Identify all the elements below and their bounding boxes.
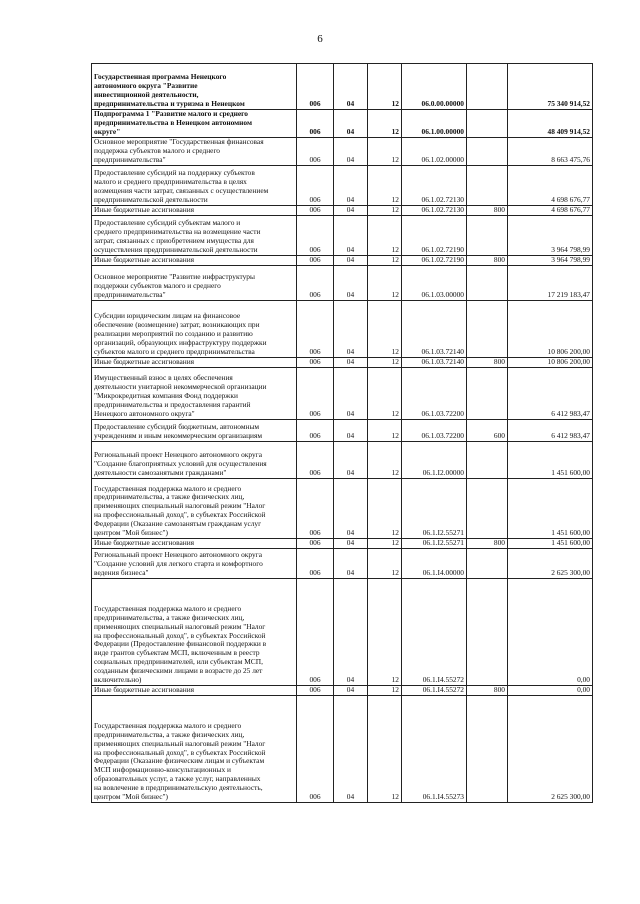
amount-cell: 3 964 798,99 (508, 256, 593, 266)
subsection-code-cell: 12 (368, 206, 402, 216)
target-article-cell: 06.1.02.72130 (402, 206, 467, 216)
amount-cell: 2 625 300,00 (508, 696, 593, 803)
expense-type-cell: 800 (467, 686, 508, 696)
target-article-cell: 06.1.I4.55272 (402, 686, 467, 696)
amount-cell: 0,00 (508, 579, 593, 686)
subsection-code-cell: 12 (368, 64, 402, 110)
expense-name-cell: Региональный проект Ненецкого автономного округа "Создание условий для легкого старта и комфортного ведения бизнеса" (92, 549, 297, 579)
expense-name-cell: Государственная поддержка малого и среднего предпринимательства, а также физических лиц, применяющих специальный налоговый режим "Налог на профессиональный доход", в субъектах Российской Федерации (Оказание физическим лицам и субъектам МСП информационно-консультационных и образовательных услуг, а также услуг, направленных на вовлечение в предпринимательскую деятельность, центром "Мой бизнес") (92, 696, 297, 803)
expense-type-cell: 800 (467, 256, 508, 266)
table-row (92, 539, 593, 549)
amount-cell: 2 625 300,00 (508, 549, 593, 579)
section-code-cell: 04 (334, 256, 368, 266)
section-code-cell: 04 (334, 206, 368, 216)
admin-code-cell: 006 (297, 206, 334, 216)
budget-table-body (92, 64, 593, 803)
expense-type-cell (467, 266, 508, 301)
subsection-code-cell: 12 (368, 539, 402, 549)
expense-type-cell (467, 479, 508, 539)
table-row (92, 368, 593, 420)
target-article-cell: 06.1.I2.55271 (402, 479, 467, 539)
section-code-cell: 04 (334, 686, 368, 696)
target-article-cell: 06.1.I4.00000 (402, 549, 467, 579)
section-code-cell: 04 (334, 216, 368, 256)
section-code-cell: 04 (334, 110, 368, 138)
expense-name-cell: Иные бюджетные ассигнования (92, 539, 297, 549)
admin-code-cell: 006 (297, 539, 334, 549)
section-code-cell: 04 (334, 479, 368, 539)
expense-name-cell: Основное мероприятие "Государственная финансовая поддержка субъектов малого и среднего предпринимательства" (92, 138, 297, 166)
section-code-cell: 04 (334, 64, 368, 110)
subsection-code-cell: 12 (368, 420, 402, 442)
section-code-cell: 04 (334, 442, 368, 479)
admin-code-cell: 006 (297, 696, 334, 803)
subsection-code-cell: 12 (368, 579, 402, 686)
table-row (92, 301, 593, 358)
subsection-code-cell: 12 (368, 110, 402, 138)
table-row (92, 64, 593, 110)
table-row (92, 110, 593, 138)
page-number: 6 (317, 33, 323, 45)
expense-type-cell (467, 442, 508, 479)
budget-table (91, 63, 593, 803)
subsection-code-cell: 12 (368, 549, 402, 579)
admin-code-cell: 006 (297, 549, 334, 579)
expense-type-cell (467, 64, 508, 110)
section-code-cell: 04 (334, 301, 368, 358)
table-row (92, 256, 593, 266)
subsection-code-cell: 12 (368, 256, 402, 266)
amount-cell: 6 412 983,47 (508, 368, 593, 420)
target-article-cell: 06.1.02.72190 (402, 216, 467, 256)
amount-cell: 6 412 983,47 (508, 420, 593, 442)
section-code-cell: 04 (334, 696, 368, 803)
subsection-code-cell: 12 (368, 138, 402, 166)
subsection-code-cell: 12 (368, 479, 402, 539)
amount-cell: 1 451 600,00 (508, 539, 593, 549)
admin-code-cell: 006 (297, 166, 334, 206)
expense-name-cell: Иные бюджетные ассигнования (92, 358, 297, 368)
table-row (92, 579, 593, 686)
expense-name-cell: Региональный проект Ненецкого автономного округа "Создание благоприятных условий для осуществления деятельности самозанятыми гражданами" (92, 442, 297, 479)
expense-type-cell (467, 138, 508, 166)
admin-code-cell: 006 (297, 266, 334, 301)
target-article-cell: 06.1.03.72140 (402, 358, 467, 368)
table-row (92, 166, 593, 206)
section-code-cell: 04 (334, 266, 368, 301)
table-row (92, 479, 593, 539)
expense-name-cell: Предоставление субсидий на поддержку субъектов малого и среднего предпринимательства в целях возмещения части затрат, связанных с осуществлением предпринимательской деятельности (92, 166, 297, 206)
amount-cell: 17 219 183,47 (508, 266, 593, 301)
target-article-cell: 06.1.00.00000 (402, 110, 467, 138)
expense-type-cell (467, 549, 508, 579)
admin-code-cell: 006 (297, 686, 334, 696)
expense-name-cell: Предоставление субсидий бюджетным, автономным учреждениям и иным некоммерческим организациям (92, 420, 297, 442)
amount-cell: 1 451 600,00 (508, 442, 593, 479)
target-article-cell: 06.1.03.00000 (402, 266, 467, 301)
subsection-code-cell: 12 (368, 358, 402, 368)
expense-name-cell: Имущественный взнос в целях обеспечения деятельности унитарной некоммерческой организации "Микрокредитная компания Фонд поддержки предпринимательства и предоставления гарантий Ненецкого автономного округа" (92, 368, 297, 420)
expense-type-cell (467, 110, 508, 138)
expense-name-cell: Основное мероприятие "Развитие инфраструктуры поддержки субъектов малого и среднего предпринимательства" (92, 266, 297, 301)
expense-type-cell: 800 (467, 358, 508, 368)
expense-name-cell: Подпрограмма 1 "Развитие малого и среднего предпринимательства в Ненецком автономном округе" (92, 110, 297, 138)
table-row (92, 442, 593, 479)
amount-cell: 10 806 200,00 (508, 358, 593, 368)
section-code-cell: 04 (334, 358, 368, 368)
admin-code-cell: 006 (297, 442, 334, 479)
table-row (92, 686, 593, 696)
section-code-cell: 04 (334, 166, 368, 206)
admin-code-cell: 006 (297, 301, 334, 358)
target-article-cell: 06.1.03.72200 (402, 420, 467, 442)
expense-type-cell (467, 216, 508, 256)
expense-type-cell: 800 (467, 539, 508, 549)
table-row (92, 420, 593, 442)
target-article-cell: 06.1.03.72200 (402, 368, 467, 420)
section-code-cell: 04 (334, 368, 368, 420)
expense-type-cell: 600 (467, 420, 508, 442)
table-row (92, 206, 593, 216)
expense-type-cell (467, 301, 508, 358)
table-row (92, 358, 593, 368)
subsection-code-cell: 12 (368, 368, 402, 420)
admin-code-cell: 006 (297, 358, 334, 368)
expense-name-cell: Предоставление субсидий субъектам малого и среднего предпринимательства на возмещение части затрат, связанных с приобретением имущества для осуществления предпринимательской деятельности (92, 216, 297, 256)
target-article-cell: 06.1.I4.55272 (402, 579, 467, 686)
admin-code-cell: 006 (297, 368, 334, 420)
subsection-code-cell: 12 (368, 216, 402, 256)
amount-cell: 3 964 798,99 (508, 216, 593, 256)
target-article-cell: 06.1.02.00000 (402, 138, 467, 166)
amount-cell: 8 663 475,76 (508, 138, 593, 166)
section-code-cell: 04 (334, 549, 368, 579)
section-code-cell: 04 (334, 420, 368, 442)
amount-cell: 75 340 914,52 (508, 64, 593, 110)
subsection-code-cell: 12 (368, 686, 402, 696)
table-row (92, 138, 593, 166)
section-code-cell: 04 (334, 539, 368, 549)
target-article-cell: 06.1.I2.00000 (402, 442, 467, 479)
table-row (92, 216, 593, 256)
table-row (92, 549, 593, 579)
table-row (92, 266, 593, 301)
target-article-cell: 06.0.00.00000 (402, 64, 467, 110)
subsection-code-cell: 12 (368, 696, 402, 803)
expense-name-cell: Иные бюджетные ассигнования (92, 206, 297, 216)
admin-code-cell: 006 (297, 110, 334, 138)
target-article-cell: 06.1.I4.55273 (402, 696, 467, 803)
subsection-code-cell: 12 (368, 301, 402, 358)
admin-code-cell: 006 (297, 256, 334, 266)
expense-name-cell: Государственная поддержка малого и среднего предпринимательства, а также физических лиц, применяющих специальный налоговый режим "Налог на профессиональный доход", в субъектах Российской Федерации (Оказание самозанятым гражданам услуг центром "Мой бизнес") (92, 479, 297, 539)
target-article-cell: 06.1.02.72130 (402, 166, 467, 206)
amount-cell: 1 451 600,00 (508, 479, 593, 539)
subsection-code-cell: 12 (368, 442, 402, 479)
section-code-cell: 04 (334, 138, 368, 166)
amount-cell: 48 409 914,52 (508, 110, 593, 138)
expense-name-cell: Государственная программа Ненецкого автономного округа "Развитие инвестиционной деятельности, предпринимательства и туризма в Ненецком (92, 64, 297, 110)
admin-code-cell: 006 (297, 479, 334, 539)
expense-type-cell (467, 579, 508, 686)
admin-code-cell: 006 (297, 579, 334, 686)
expense-type-cell (467, 166, 508, 206)
target-article-cell: 06.1.02.72190 (402, 256, 467, 266)
admin-code-cell: 006 (297, 420, 334, 442)
subsection-code-cell: 12 (368, 166, 402, 206)
table-row (92, 696, 593, 803)
admin-code-cell: 006 (297, 64, 334, 110)
admin-code-cell: 006 (297, 216, 334, 256)
target-article-cell: 06.1.I2.55271 (402, 539, 467, 549)
expense-name-cell: Государственная поддержка малого и среднего предпринимательства, а также физических лиц, применяющих специальный налоговый режим "Налог на профессиональный доход", в субъектах Российской Федерации (Предоставление финансовой поддержки в виде грантов субъектам МСП, включенным в реестр социальных предпринимателей, или субъектам МСП, созданным физическими лицами в возрасте до 25 лет включительно) (92, 579, 297, 686)
expense-type-cell: 800 (467, 206, 508, 216)
amount-cell: 10 806 200,00 (508, 301, 593, 358)
amount-cell: 4 698 676,77 (508, 166, 593, 206)
subsection-code-cell: 12 (368, 266, 402, 301)
expense-name-cell: Иные бюджетные ассигнования (92, 686, 297, 696)
section-code-cell: 04 (334, 579, 368, 686)
target-article-cell: 06.1.03.72140 (402, 301, 467, 358)
admin-code-cell: 006 (297, 138, 334, 166)
amount-cell: 0,00 (508, 686, 593, 696)
expense-name-cell: Субсидии юридическим лицам на финансовое обеспечение (возмещение) затрат, возникающих при реализации мероприятий по созданию и развитию организаций, образующих инфраструктуру поддержки субъектов малого и среднего предпринимательства (92, 301, 297, 358)
expense-name-cell: Иные бюджетные ассигнования (92, 256, 297, 266)
expense-type-cell (467, 696, 508, 803)
expense-type-cell (467, 368, 508, 420)
amount-cell: 4 698 676,77 (508, 206, 593, 216)
